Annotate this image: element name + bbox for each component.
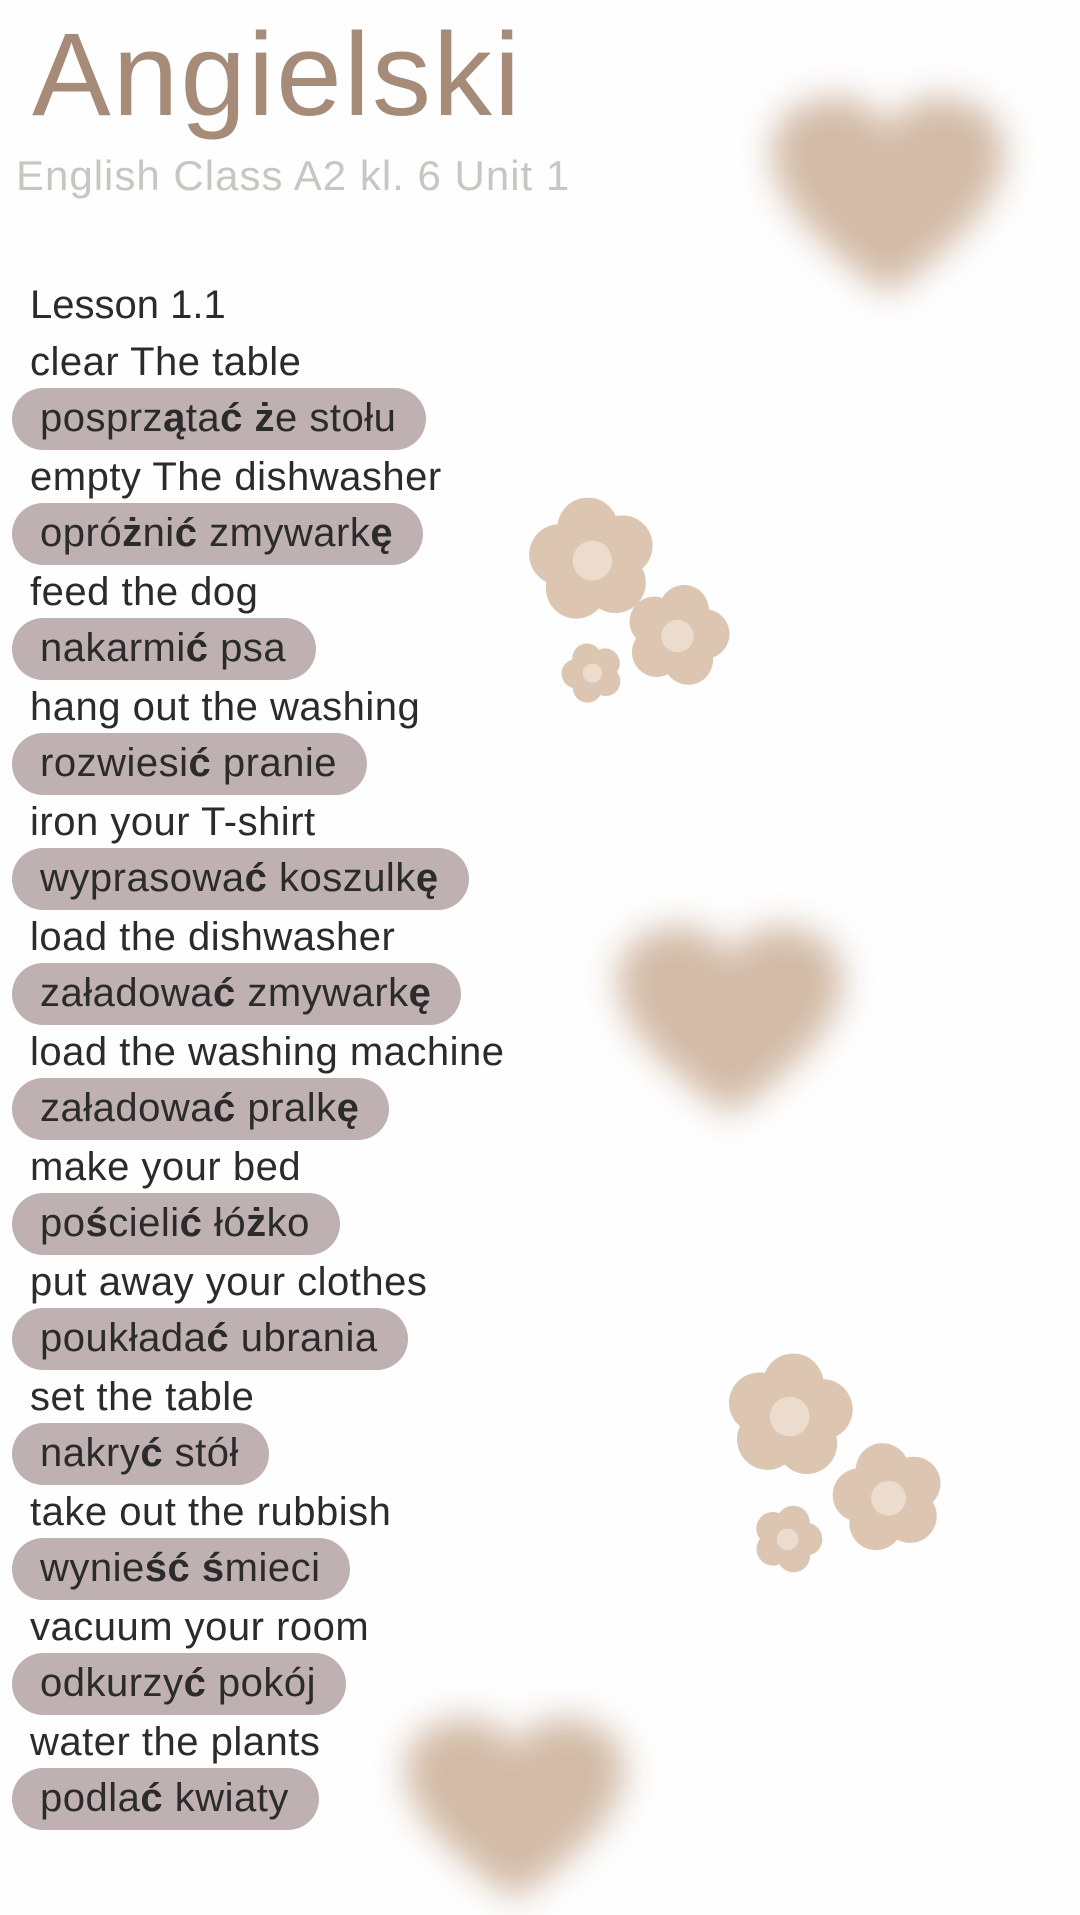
vocab-english: feed the dog — [30, 570, 259, 614]
flower-icon — [613, 569, 744, 700]
vocab-row — [30, 1145, 505, 1255]
vocab-polish-highlight — [12, 848, 469, 910]
page-title: Angielski — [32, 9, 523, 141]
vocab-polish-highlight — [12, 1538, 350, 1600]
vocab-polish-highlight — [12, 1193, 340, 1255]
vocab-english: iron your T-shirt — [30, 800, 316, 844]
vocab-polish-highlight — [12, 1653, 346, 1715]
vocab-polish: załadować pralkę — [40, 1086, 360, 1130]
vocab-row — [30, 1260, 505, 1370]
vocab-row — [30, 1605, 505, 1715]
vocab-polish-highlight — [12, 963, 461, 1025]
vocab-polish: nakryć stół — [40, 1431, 239, 1475]
vocab-polish: załadować zmywarkę — [40, 971, 432, 1015]
vocab-polish: wynieść śmieci — [40, 1546, 321, 1590]
vocab-polish-highlight — [12, 1308, 408, 1370]
vocab-row — [30, 1030, 505, 1140]
heart-icon — [608, 918, 852, 1126]
heart-icon — [762, 88, 1014, 306]
flower-icon — [551, 631, 633, 713]
vocab-english: make your bed — [30, 1145, 302, 1189]
flower-icon — [517, 483, 666, 632]
vocab-row — [30, 455, 505, 565]
vocab-polish: wyprasować koszulkę — [40, 856, 439, 900]
vocab-english: water the plants — [30, 1720, 321, 1764]
flower-icon — [743, 1493, 834, 1584]
vocab-english: put away your clothes — [30, 1260, 428, 1304]
flower-icon — [717, 1341, 862, 1486]
vocab-english: vacuum your room — [30, 1605, 370, 1649]
vocab-polish: podlać kwiaty — [40, 1776, 289, 1820]
vocab-row — [30, 915, 505, 1025]
vocab-polish: rozwiesić pranie — [40, 741, 338, 785]
vocab-polish-highlight — [12, 503, 423, 565]
header — [16, 2, 571, 200]
vocab-row — [30, 685, 505, 795]
vocab-list — [30, 282, 505, 1832]
vocab-row — [30, 340, 505, 450]
vocab-english: load the washing machine — [30, 1030, 505, 1074]
vocab-english: take out the rubbish — [30, 1490, 392, 1534]
vocab-english: clear The table — [30, 340, 302, 384]
vocab-polish: nakarmić psa — [40, 626, 287, 670]
vocab-row — [30, 1375, 505, 1485]
vocab-polish-highlight — [12, 388, 426, 450]
vocab-polish-highlight — [12, 618, 316, 680]
vocab-english: load the dishwasher — [30, 915, 396, 959]
vocab-polish-highlight — [12, 1078, 389, 1140]
vocab-polish: poukładać ubrania — [40, 1316, 378, 1360]
vocab-english: set the table — [30, 1375, 255, 1419]
vocab-polish: pościelić łóżko — [40, 1201, 310, 1245]
flower-icon — [819, 1427, 957, 1565]
vocab-polish: opróżnić zmywarkę — [40, 511, 394, 555]
vocab-polish-highlight — [12, 1423, 269, 1485]
lesson-label: Lesson 1.1 — [30, 283, 226, 327]
vocab-polish: posprzątać że stołu — [40, 396, 397, 440]
vocab-row — [30, 800, 505, 910]
vocab-row — [30, 1490, 505, 1600]
vocab-polish-highlight — [12, 1768, 319, 1830]
vocab-row — [30, 1720, 505, 1830]
vocab-row — [30, 570, 505, 680]
vocab-english: empty The dishwasher — [30, 455, 442, 499]
vocab-polish-highlight — [12, 733, 367, 795]
vocab-polish: odkurzyć pokój — [40, 1661, 317, 1705]
page-subtitle: English Class A2 kl. 6 Unit 1 — [16, 151, 571, 199]
vocab-english: hang out the washing — [30, 685, 421, 729]
